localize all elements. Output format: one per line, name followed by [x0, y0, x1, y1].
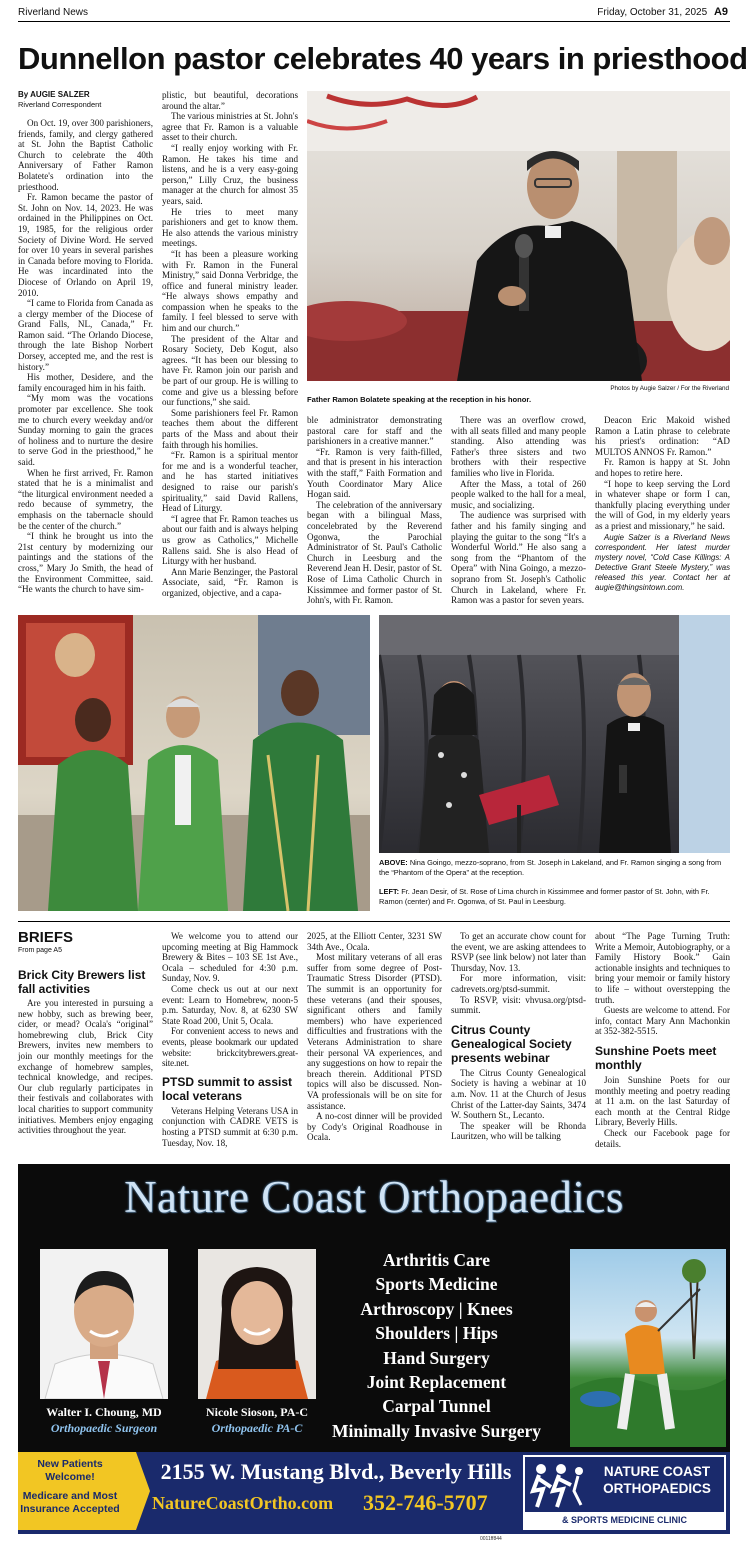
paragraph: He tries to meet many parishioners and get to know them. He also attends the various ministry meetings.: [162, 206, 298, 249]
paragraph: ble administrator demonstrating pastoral care for staff and the parishioners in a creative manner.”: [307, 415, 442, 447]
badge-line-3: Medicare and Most: [22, 1490, 118, 1502]
singing-illustration: [379, 615, 730, 853]
brief-text: [451, 1068, 586, 1142]
paragraph: “Fr. Ramon is a spiritual mentor for me and is a wonderful teacher, and he has started initiatives designed to raise our parish's spirituality,” said David Rallens, Head of Liturgy.: [162, 450, 298, 514]
runners-logo-icon: [529, 1461, 587, 1509]
paragraph: The Citrus County Genealogical Society is having a webinar at 10 a.m. Nov. 11 at the Church of Jesus Christ of the Latter-day Saints, 3474 W. Southern St., Lecanto.: [451, 1067, 586, 1121]
caption-text-left: Fr. Jean Desir, of St. Rose of Lima church in Kissimmee and former pastor of St. John, with Fr. Ramon (center) and Fr. Ogonwa, of St. Paul in Leesburg.: [379, 887, 710, 906]
badge-line-2: Welcome!: [45, 1471, 95, 1483]
section-name: Riverland News: [18, 7, 89, 18]
paragraph: We welcome you to attend our upcoming meeting at Big Hammock Brewery & Bites – 103 SE 1st Ave., Ocala – scheduled for 4:30 p.m. Sunday, Nov. 9.: [162, 931, 298, 984]
briefs-column-2: [162, 931, 298, 1148]
paragraph: Are you interested in pursuing a new hobby, such as brewing beer, cider, or mead? Ocala's “original” homebrewing club, Brick City Brewers, invites new members to join our monthly meetings for the exchange of homebrew samples, technical knowledge, and recipes. Our club regularly participates in their festivals and collaborates with local charities to support community initiatives. Members enjoy engaging activities throughout the year.: [18, 998, 153, 1136]
caption-text-above: Nina Goingo, mezzo-soprano, from St. Joseph in Lakeland, and Fr. Ramon singing a song from the “Phantom of the Opera” at the reception.: [379, 858, 722, 877]
paragraph: Join Sunshine Poets for our monthly meeting and poetry reading at 11 a.m. on the last Saturday of each month at the Central Ridge Library, Beverly Hills.: [595, 1074, 730, 1128]
article-column-4: [451, 415, 586, 606]
service-minimally-invasive: Minimally Invasive Surgery: [331, 1420, 542, 1441]
service-joint: Joint Replacement: [366, 1372, 507, 1393]
badge-line-1: New Patients: [37, 1458, 103, 1470]
service-carpal: Carpal Tunnel: [382, 1396, 491, 1417]
brief-heading-genealogy: Citrus County Genealogical Society presents webinar: [451, 1022, 572, 1065]
briefs-column-3: [307, 931, 442, 1143]
brief-heading-brewers: Brick City Brewers list fall activities: [18, 968, 146, 996]
issue-date: [597, 6, 728, 18]
brief-text: [18, 998, 153, 1136]
doctor1-title: Orthopaedic Surgeon: [50, 1421, 158, 1435]
briefs-title: BRIEFS: [18, 929, 74, 946]
author-bio: Augie Salzer is a Riverland News correspondent. Her latest murder mystery novel, “Cold Case Killings: A Detective Grant Steele Mystery,” was released this year. Contact her at augie@thingsintown.com.: [595, 532, 730, 592]
badge-point: [136, 1452, 150, 1530]
briefs-column-5: [595, 931, 730, 1149]
brief-text: [162, 1106, 298, 1148]
logo-line-3: & SPORTS MEDICINE CLINIC: [561, 1515, 687, 1525]
ad-phone[interactable]: 352-746-5707: [363, 1490, 488, 1515]
ad-id: 0011ff844: [480, 1536, 502, 1542]
main-photo-caption: [307, 395, 730, 405]
photo-singing-phantom: [379, 615, 730, 853]
doctor1-name: Walter I. Choung, MD: [46, 1405, 162, 1419]
paragraph: The president of the Altar and Rosary Society, Deb Kogut, also agrees. “It has been our blessing to have Fr. Ramon join our parish and be part of our group. He is willing to come and give us a blessing before our functions,” she said.: [162, 333, 298, 408]
byline-title: Riverland Correspondent: [18, 100, 102, 109]
doctor2-name: Nicole Sioson, PA-C: [205, 1405, 309, 1419]
paragraph: Fr. Ramon is happy at St. John and hopes to retire here.: [595, 457, 730, 478]
paragraph: about “The Page Turning Truth: Write a Memoir, Autobiography, or a Family History Book.” Gain actionable insights and techniques to bring your memoir or family history to life – without overstepping the truth.: [595, 931, 730, 1005]
golfer-illustration: [570, 1249, 726, 1447]
brief-text: [595, 931, 730, 1037]
doctor2-title: Orthopaedic PA-C: [211, 1421, 303, 1435]
ad-services-list: [303, 1248, 570, 1443]
paragraph: “I think he brought us into the 21st century by modernizing our paintings and the stations of the cross,” Mary Jo Smith, the head of the Environment Committee, said. “He wants the church to have sim-: [18, 531, 153, 595]
paragraph: “I really enjoy working with Fr. Ramon. He takes his time and listens, and he is a very easy-going person,” Lilly Cruz, the business manager at the church for almost 35 years, said.: [162, 142, 298, 206]
doctor2-portrait: [198, 1249, 316, 1399]
article-column-5: [595, 415, 730, 593]
paragraph: On Oct. 19, over 300 parishioners, friends, family, and clergy gathered at St. John the Baptist Catholic Church to celebrate the 40th Anniversary of Father Ramon Bolatete's ordination into the priesthood.: [18, 118, 153, 192]
service-shoulders: Shoulders | Hips: [375, 1323, 498, 1344]
ad-title: Nature Coast Orthopaedics: [124, 1172, 624, 1222]
photo-three-priests: [18, 615, 370, 911]
brief-heading-ptsd: PTSD summit to assist local veterans: [162, 1074, 293, 1103]
paragraph: Fr. Ramon became the pastor of St. John on Nov. 14, 2023. He was ordained in the Philippines on Oct. 19, 1985, for the religious order Society of Divine Word. He served for over 10 years in several parishes in Canada before moving to Florida. He was incardinated into the Diocese of Orlando on April 19, 2010.: [18, 192, 153, 298]
paragraph: “I came to Florida from Canada as a clergy member of the Diocese of Grand Falls, NL, Canada,” Fr. Ramon said. “The Orlando Diocese, through the late Bishop Norbert Dorsey, accepted me, and the rest is history.”: [18, 298, 153, 372]
page-number: A9: [713, 6, 728, 18]
new-patients-badge: [18, 1452, 136, 1530]
briefs-column-1: [18, 929, 153, 1136]
paragraph: When he first arrived, Fr. Ramon stated that he is a minimalist and “the liturgical environment needed a redo because of symmetry, the emphasis on the tabernacle should be the center of the church.”: [18, 467, 153, 531]
paragraph: plistic, but beautiful, decorations around the altar.”: [162, 90, 298, 111]
paragraph: After the Mass, a total of 260 people walked to the hall for a meal, music, and socializing.: [451, 478, 586, 510]
caption-label-left: LEFT:: [379, 887, 400, 896]
brief-text: [451, 931, 586, 1016]
column-text: [18, 118, 153, 595]
paragraph: Guests are welcome to attend. For info, contact Mary Ann Machonkin at 352-382-5515.: [595, 1005, 730, 1037]
photo-credit: Photos by Augie Salzer / For the Riverland: [610, 385, 729, 392]
paragraph: “I agree that Fr. Ramon teaches us about our faith and is always helping us grow as Catholics,” Michelle Rallens said. She is also Head of Liturgy with her husband.: [162, 513, 298, 567]
paragraph: There was an overflow crowd, with all seats filled and many people standing. Also attending was Father's three sisters and two brothers with their respective families who live in Florida.: [451, 415, 586, 478]
paragraph: To get an accurate chow count for the event, we are asking attendees to RSVP (see link below) not later than Thursday, Nov. 13.: [451, 931, 586, 973]
caption-above: [379, 858, 730, 877]
paragraph: Check our Facebook page for details.: [595, 1127, 730, 1149]
doctor1-portrait: [40, 1249, 168, 1399]
brief-heading-poets: Sunshine Poets meet monthly: [595, 1043, 717, 1072]
article-column-2: [162, 90, 298, 599]
paragraph: Come check us out at our next event: Learn to Homebrew, noon-5 p.m. Saturday, Nov. 8, at 6230 SW State Road 200, Unit 5, Ocala.: [162, 983, 298, 1026]
briefs-column-4: [451, 931, 586, 1142]
article-column-3: [307, 415, 442, 606]
paragraph: For convenient access to news and events, please bookmark our updated website: brickcitybrewers.great-site.net.: [162, 1026, 298, 1069]
paragraph: The celebration of the anniversary began with a bilingual Mass, concelebrated by the Reverend Ogonwa, the Parochial Administrator of St. Paul's Catholic Church in Leesburg and the Reverend Jean H. Desir, pastor of St. Rose of Lima Catholic Church in Kissimmee and former pastor of St. John's, with Fr. Ramon.: [307, 499, 442, 606]
service-sports: Sports Medicine: [375, 1274, 498, 1295]
doctor1-photo: [40, 1249, 168, 1399]
brief-text: [595, 1075, 730, 1149]
paragraph: Most military veterans of all eras suffer from some degree of Post-Traumatic Stress Disorder (PTSD). The summit is an opportunity for these veterans (and their spouses, significant others and family members) who have experienced difficulties and frustrations with the Veterans Administration to share their personal VA experiences, and any suggestions on how to repair the breach therein. Additional PTSD topics will also be discussed. Non-VA professionals will be on site for assistance.: [307, 952, 442, 1111]
article-headline: Dunnellon pastor celebrates 40 years in priesthood: [18, 41, 748, 76]
briefs-from: From page A5: [18, 947, 62, 954]
golfer-photo: [570, 1249, 726, 1447]
byline: By AUGIE SALZER: [18, 90, 90, 99]
ortho-advertisement[interactable]: [18, 1164, 730, 1534]
paragraph: The various ministries at St. John's agree that Fr. Ramon is a valuable asset to their church.: [162, 111, 298, 143]
doctor2-photo: [198, 1249, 316, 1399]
clinic-logo: [523, 1455, 726, 1530]
paragraph: Some parishioners feel Fr. Ramon teaches them about the different parts of the Mass and about their faith through his homilies.: [162, 407, 298, 450]
caption-label-above: ABOVE:: [379, 858, 408, 867]
paragraph: To RSVP, visit: vhvusa.org/ptsd-summit.: [451, 994, 586, 1016]
service-arthroscopy: Arthroscopy | Knees: [360, 1298, 513, 1319]
paragraph: Deacon Eric Makoid wished Ramon a Latin phrase to celebrate his priest's ordination: “AD MULTOS ANNOS Fr. Ramon.”: [595, 415, 730, 457]
pastor-speaking-illustration: [307, 91, 730, 381]
paragraph: The speaker will be Rhonda Lauritzen, who will be talking: [451, 1120, 586, 1142]
logo-line-1: NATURE COAST: [603, 1464, 711, 1479]
paragraph: “I hope to keep serving the Lord in whatever shape or form I can, thankfully placing everything under the will of God, in my elderly years as a priest and missionary,” he said.: [595, 478, 730, 531]
paragraph: For more information, visit: cadrevets.org/ptsd-summit.: [451, 973, 586, 994]
main-photo-pastor-speaking: [307, 91, 730, 381]
caption-left: [379, 887, 730, 906]
paragraph: A no-cost dinner will be provided by Cody's Original Roadhouse in Ocala.: [307, 1111, 442, 1143]
paragraph: “Fr. Ramon is very faith-filled, and that is present in his interaction with the staff,” Faith Formation and Youth Coordinator Mary Alice Hogan said.: [307, 446, 442, 500]
top-rule: [18, 21, 730, 22]
paragraph: “It has been a pleasure working with Fr. Ramon in the Funeral Ministry,” said Donna Verbridge, the office and funeral ministry leader. “He always shows empathy and compassion when he speaks to the family. I feel blessed to serve with him and our church.”: [162, 248, 298, 334]
logo-line-2: ORTHOPAEDICS: [603, 1481, 711, 1496]
paragraph: Ann Marie Benzinger, the Pastoral Associate, said, “Fr. Ramon is organized, objective, and a capa-: [162, 566, 298, 598]
ad-address: 2155 W. Mustang Blvd., Beverly Hills: [160, 1459, 512, 1484]
paragraph: “My mom was the vocations promoter par excellence. She took me to church every weekday and/or Sunday morning to gain the graces of holiness and to nurture the desire to serve God in the priesthood,” he said.: [18, 393, 153, 467]
paragraph: The audience was surprised with father and his family singing and playing the guitar to the song “It's a Wonderful World.” He also sang a song from the “Phantom of the Opera” with Nina Goingo, a mezzo-soprano from St. Joseph's Catholic Church in Lakeland, where Fr. Ramon was a pastor for seven years.: [451, 510, 586, 606]
paragraph: 2025, at the Elliott Center, 3231 SW 34th Ave., Ocala.: [307, 931, 442, 952]
briefs-top-rule: [18, 921, 730, 922]
service-arthritis: Arthritis Care: [382, 1250, 491, 1270]
brief-text: [162, 931, 298, 1069]
service-hand: Hand Surgery: [383, 1347, 490, 1368]
ad-website-link[interactable]: NatureCoastOrtho.com: [152, 1493, 334, 1513]
caption-text: Father Ramon Bolatete speaking at the reception in his honor.: [307, 395, 532, 404]
paragraph: Veterans Helping Veterans USA in conjunction with CADRE VETS is hosting a PTSD summit at 6:30 p.m. Tuesday, Nov. 18,: [162, 1105, 298, 1148]
date-text: Friday, October 31, 2025: [597, 7, 708, 18]
article-column-1: [18, 90, 153, 595]
paragraph: His mother, Desidere, and the family encouraged him in his faith.: [18, 372, 153, 393]
priests-illustration: [18, 615, 370, 911]
badge-line-4: Insurance Accepted: [20, 1503, 120, 1515]
